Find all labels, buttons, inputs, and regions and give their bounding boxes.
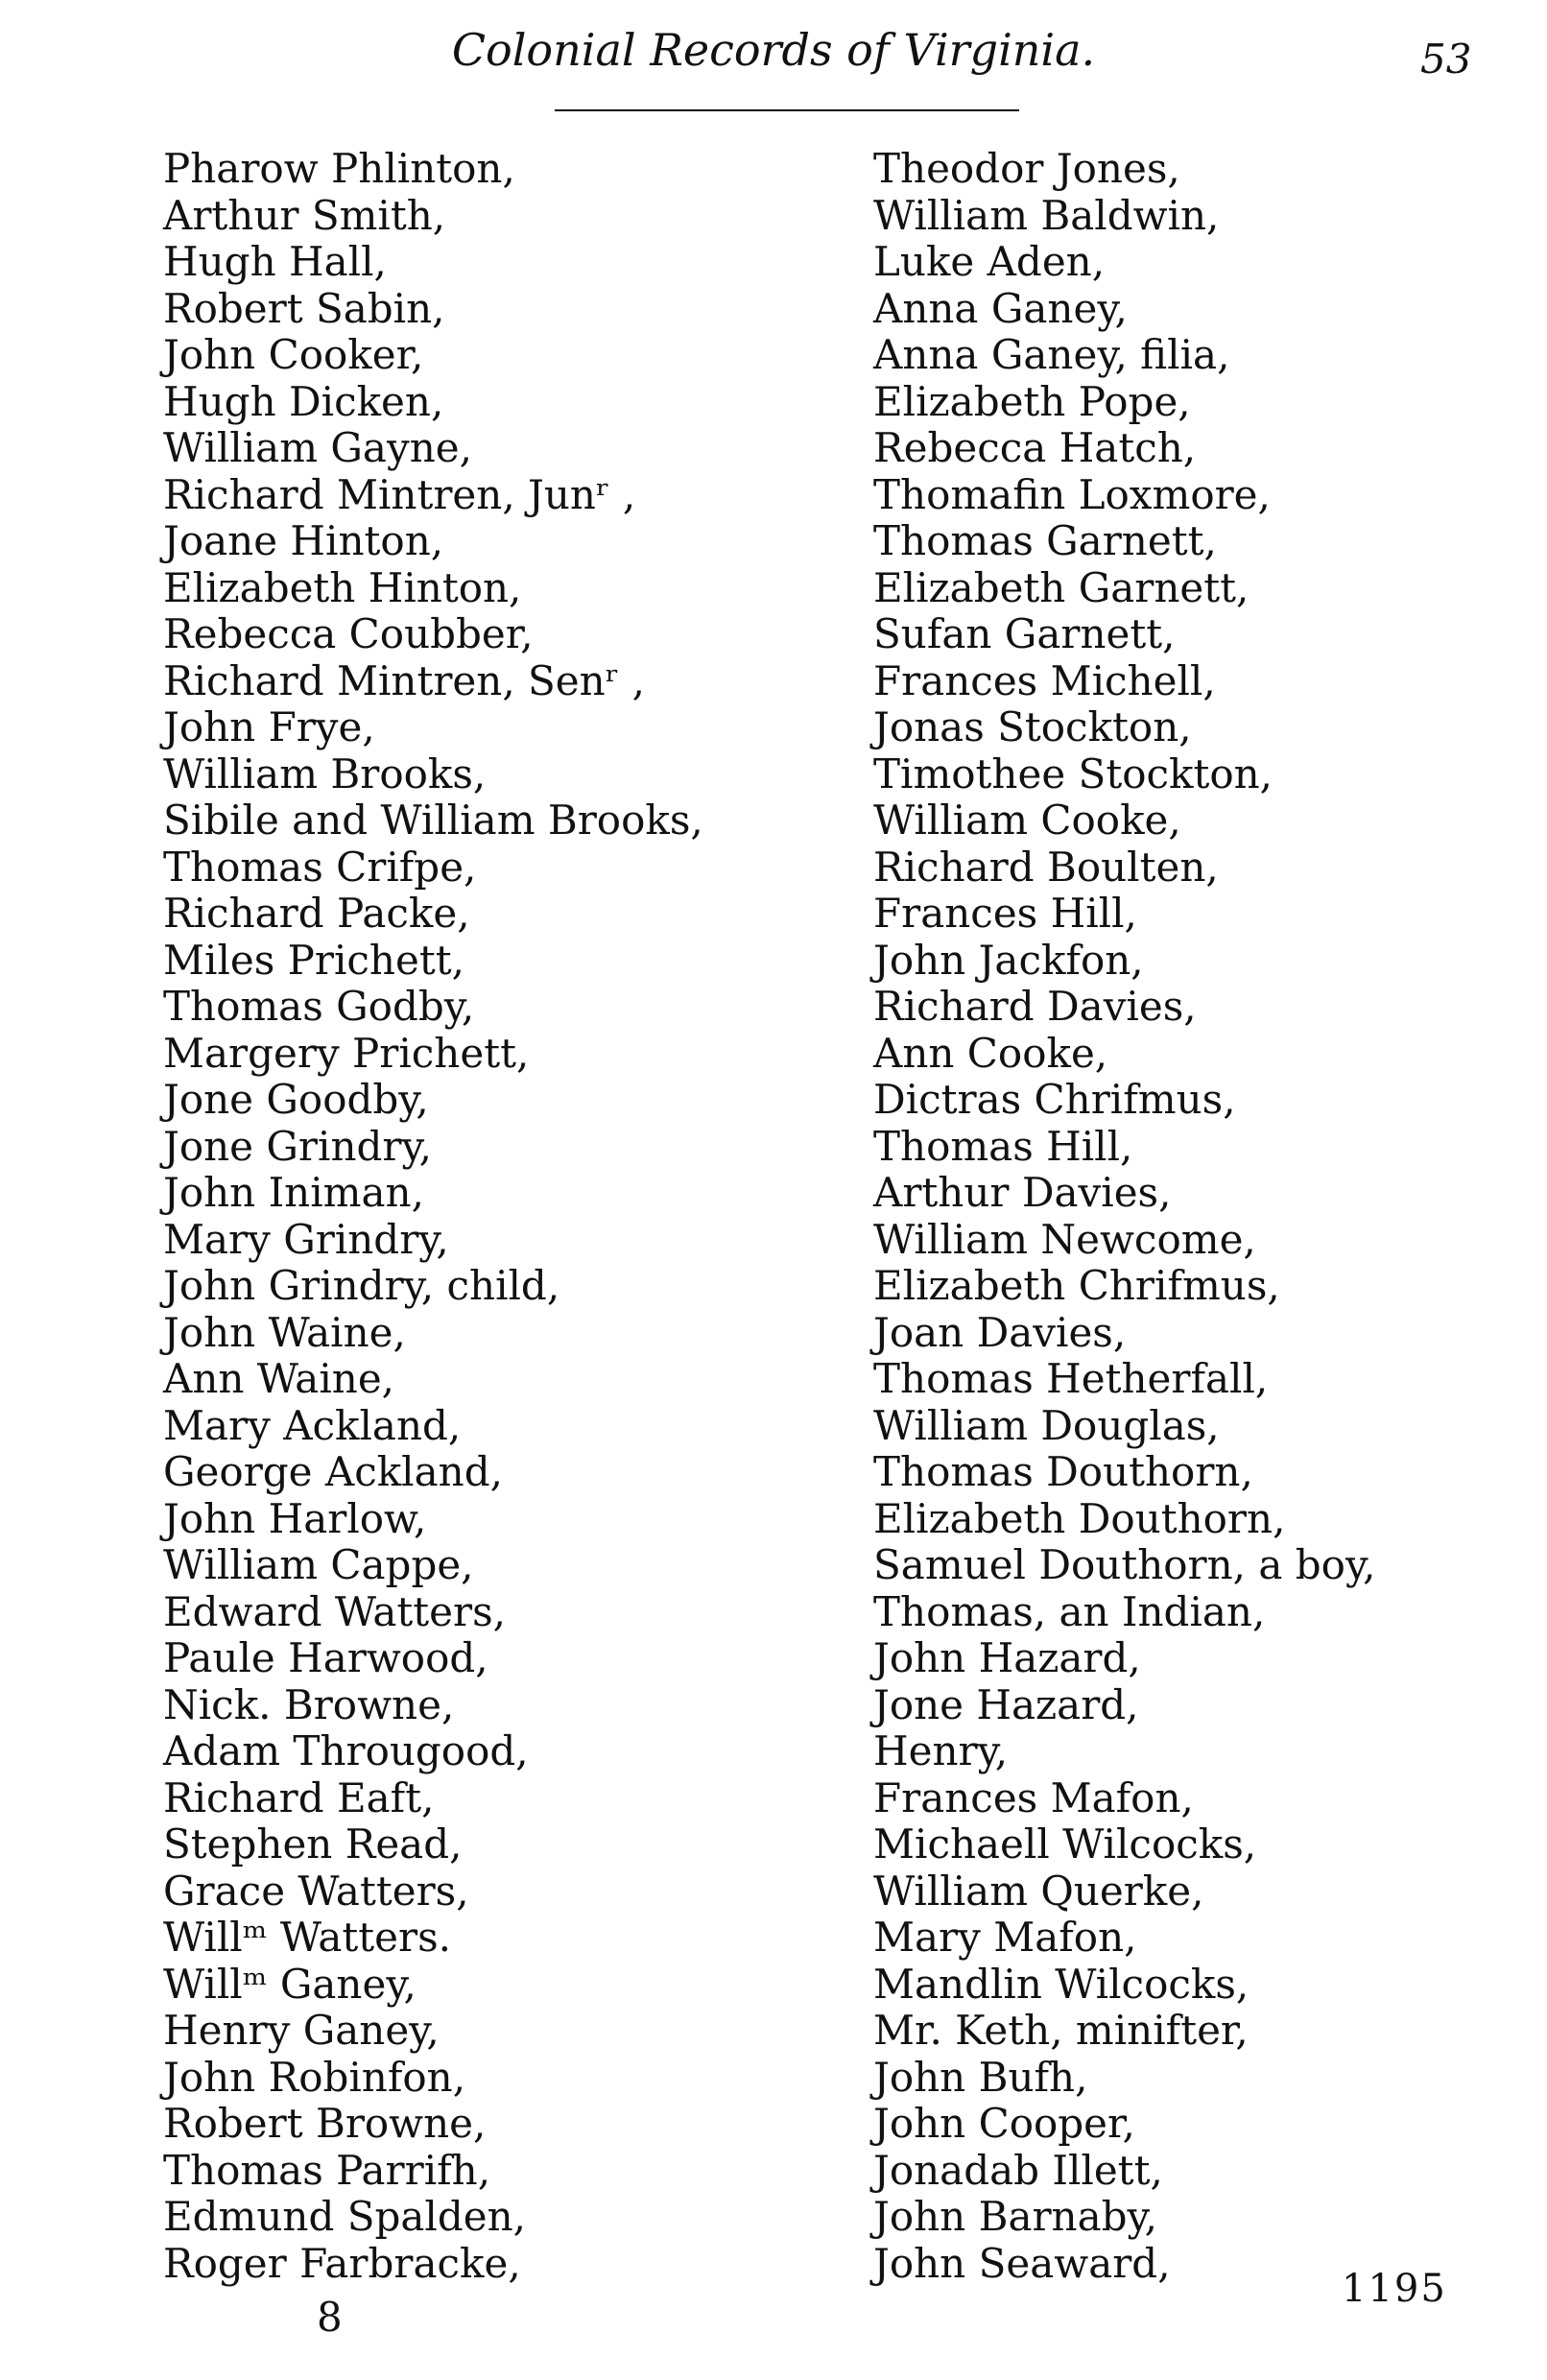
name-entry: Henry Ganey, (163, 2007, 440, 2054)
name-entry: George Ackland, (163, 1448, 503, 1495)
name-entry: William Douglas, (873, 1401, 1220, 1449)
name-entry: Rebecca Hatch, (873, 424, 1197, 471)
name-entry: William Newcome, (873, 1215, 1256, 1263)
name-entry: Elizabeth Chrifmus, (873, 1262, 1280, 1309)
name-entry: Samuel Douthorn, a boy, (873, 1541, 1376, 1588)
name-entry: John Seaward, (873, 2239, 1171, 2287)
name-entry: Thomas Douthorn, (873, 1448, 1253, 1495)
name-entry: Miles Prichett, (163, 936, 464, 984)
name-entry: Richard Mintren, Junʳ , (163, 470, 636, 518)
name-entry: Robert Browne, (163, 2100, 487, 2147)
name-entry: Mary Grindry, (163, 1215, 449, 1263)
running-header (0, 21, 1547, 88)
name-entry: Roger Farbracke, (163, 2239, 521, 2287)
name-entry: Elizabeth Garnett, (873, 563, 1250, 611)
name-entry: Anna Ganey, filia, (873, 331, 1230, 378)
name-entry: Jone Goodby, (163, 1076, 429, 1123)
name-entry: Willᵐ Watters. (163, 1914, 451, 1961)
name-entry: John Jackfon, (873, 936, 1144, 984)
name-entry: Thomas Crifpe, (163, 843, 477, 891)
name-entry: Mandlin Wilcocks, (873, 1960, 1250, 2008)
name-entry: Willᵐ Ganey, (163, 1960, 416, 2008)
name-entry: Sibile and William Brooks, (163, 797, 703, 844)
header-rule (555, 109, 1019, 111)
name-entry: John Waine, (163, 1308, 406, 1356)
name-entry: John Barnaby, (873, 2193, 1158, 2240)
name-entry: Thomas, an Indian, (873, 1587, 1266, 1635)
name-entry: Thomas Hetherfall, (873, 1355, 1269, 1402)
name-entry: Elizabeth Douthorn, (873, 1494, 1286, 1542)
name-entry: Jonas Stockton, (873, 703, 1192, 750)
name-entry: John Cooper, (873, 2100, 1135, 2147)
name-entry: Ann Waine, (163, 1355, 395, 1402)
name-entry: Thomas Hill, (873, 1122, 1133, 1170)
name-entry: John Robinfon, (163, 2053, 466, 2101)
name-entry: Thomafin Loxmore, (873, 470, 1271, 518)
name-entry: William Cooke, (873, 797, 1181, 844)
name-entry: Rebecca Coubber, (163, 610, 534, 657)
name-entry: John Iniman, (163, 1169, 424, 1216)
name-entry: Grace Watters, (163, 1867, 469, 1915)
name-entry: John Bufh, (873, 2053, 1088, 2101)
name-entry: Timothee Stockton, (873, 750, 1273, 797)
name-entry: Arthur Smith, (163, 191, 446, 239)
name-entry: William Cappe, (163, 1541, 474, 1588)
name-entry: William Querke, (873, 1867, 1204, 1915)
name-entry: Richard Boulten, (873, 843, 1219, 891)
name-entry: Paule Harwood, (163, 1634, 488, 1681)
name-entry: Frances Hill, (873, 890, 1137, 937)
name-entry: Mr. Keth, minifter, (873, 2007, 1249, 2054)
name-entry: Sufan Garnett, (873, 610, 1176, 657)
page-number: 53 (1420, 36, 1472, 83)
names-column-left (163, 146, 835, 2287)
name-entry: Richard Eaft, (163, 1773, 435, 1821)
name-entry: Robert Sabin, (163, 284, 445, 332)
name-entry: Dictras Chrifmus, (873, 1076, 1236, 1123)
name-entry: Elizabeth Hinton, (163, 563, 522, 611)
signature-mark: 8 (317, 2294, 343, 2341)
name-entry: William Gayne, (163, 424, 472, 471)
name-entry: Arthur Davies, (873, 1169, 1172, 1216)
name-entry: Michaell Wilcocks, (873, 1821, 1257, 1868)
name-entry: Edmund Spalden, (163, 2193, 526, 2240)
name-entry: Thomas Garnett, (873, 517, 1217, 564)
name-entry: Ann Cooke, (873, 1029, 1108, 1077)
name-entry: Jonadab Illett, (873, 2146, 1163, 2194)
name-entry: Frances Michell, (873, 656, 1216, 704)
name-entry: John Harlow, (163, 1494, 427, 1542)
name-entry: Richard Mintren, Senʳ , (163, 656, 645, 704)
plate-number: 1195 (1342, 2267, 1447, 2311)
name-entry: Edward Watters, (163, 1587, 506, 1635)
name-entry: Hugh Hall, (163, 238, 387, 285)
name-entry: Jone Grindry, (163, 1122, 432, 1170)
name-entry: Richard Packe, (163, 890, 470, 937)
name-entry: Jone Hazard, (873, 1680, 1139, 1728)
name-entry: Elizabeth Pope, (873, 377, 1191, 425)
name-entry: Pharow Phlinton, (163, 145, 515, 192)
name-entry: William Brooks, (163, 750, 487, 797)
name-entry: John Grindry, child, (163, 1262, 560, 1309)
name-entry: Nick. Browne, (163, 1680, 455, 1728)
name-entry: Hugh Dicken, (163, 377, 444, 425)
name-entry: Richard Davies, (873, 983, 1197, 1030)
name-entry: Theodor Jones, (873, 145, 1180, 192)
name-entry: Luke Aden, (873, 238, 1106, 285)
name-entry: John Cooker, (163, 331, 424, 378)
name-entry: Mary Ackland, (163, 1401, 462, 1449)
name-entry: Joan Davies, (873, 1308, 1127, 1356)
name-entry: William Baldwin, (873, 191, 1220, 239)
name-entry: Thomas Godby, (163, 983, 475, 1030)
running-title: Colonial Records of Virginia. (451, 24, 1096, 76)
name-entry: Frances Mafon, (873, 1773, 1194, 1821)
name-entry: Adam Througood, (163, 1727, 529, 1774)
name-entry: John Hazard, (873, 1634, 1141, 1681)
name-entry: Mary Mafon, (873, 1914, 1137, 1961)
name-entry: Thomas Parrifh, (163, 2146, 491, 2194)
name-entry: Margery Prichett, (163, 1029, 530, 1077)
name-entry: Anna Ganey, (873, 284, 1128, 332)
name-entry: Joane Hinton, (163, 517, 444, 564)
name-entry: John Frye, (163, 703, 375, 750)
name-entry: Henry, (873, 1727, 1009, 1774)
name-entry: Stephen Read, (163, 1821, 463, 1868)
names-column-right (873, 146, 1411, 2287)
